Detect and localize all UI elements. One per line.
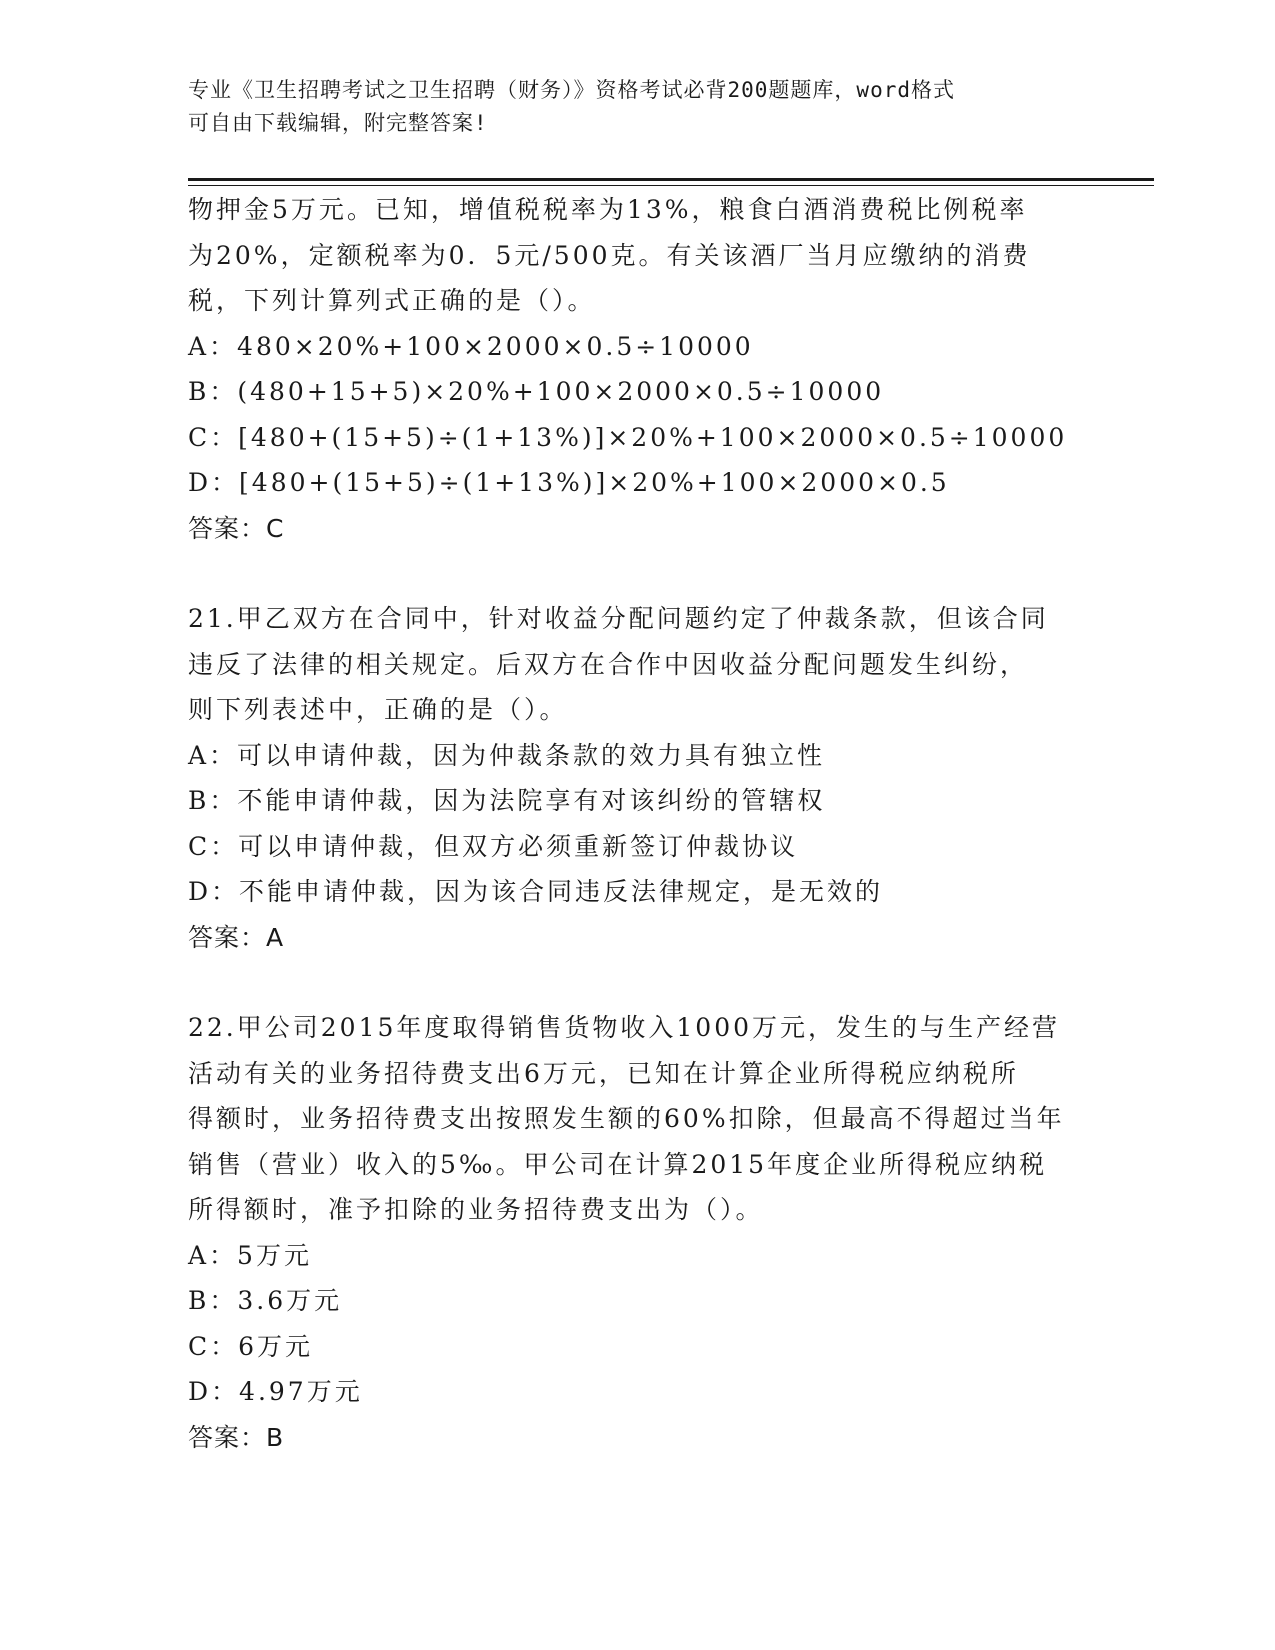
question-20 (188, 187, 1088, 551)
header-divider-thin (188, 185, 1154, 186)
option-a: A：480×20%+100×2000×0.5÷10000 (188, 331, 754, 361)
option-d: D：不能申请仲裁，因为该合同违反法律规定，是无效的 (188, 877, 884, 906)
question-stem-line: 则下列表述中，正确的是（）。 (188, 695, 568, 724)
question-stem-line: 违反了法律的相关规定。后双方在合作中因收益分配问题发生纠纷， (188, 649, 1029, 679)
question-stem-line: 税，下列计算列式正确的是（）。 (188, 286, 596, 315)
question-21 (188, 596, 1088, 960)
question-22 (188, 1005, 1088, 1460)
question-stem-line: 得额时，业务招待费支出按照发生额的60%扣除，但最高不得超过当年 (188, 1104, 1065, 1133)
answer-label: 答案：C (188, 513, 285, 543)
header-divider-thick (188, 178, 1154, 181)
question-spacer (188, 960, 1088, 1005)
question-stem-line: 物押金5万元。已知，增值税税率为13%，粮食白酒消费税比例税率 (188, 195, 1028, 224)
option-a: A：5万元 (188, 1240, 312, 1270)
question-stem-line: 活动有关的业务招待费支出6万元，已知在计算企业所得税应纳税所 (188, 1058, 1019, 1088)
question-stem-line: 22.甲公司2015年度取得销售货物收入1000万元，发生的与生产经营 (188, 1013, 1061, 1042)
header-title-line-2: 可自由下载编辑，附完整答案! (188, 111, 488, 135)
question-stem-line: 销售（营业）收入的5‰。甲公司在计算2015年度企业所得税应纳税 (188, 1149, 1048, 1179)
option-c: C：[480+(15+5)÷(1+13%)]×20%+100×2000×0.5÷10000 (188, 422, 1068, 452)
option-d: D：[480+(15+5)÷(1+13%)]×20%+100×2000×0.5 (188, 468, 950, 497)
option-b: B：不能申请仲裁，因为法院享有对该纠纷的管辖权 (188, 786, 826, 815)
question-stem-line: 所得额时，准予扣除的业务招待费支出为（）。 (188, 1195, 764, 1224)
option-c: C：6万元 (188, 1331, 314, 1361)
document-header (188, 74, 1088, 140)
document-body (188, 187, 1088, 1460)
option-b: B：(480+15+5)×20%+100×2000×0.5÷10000 (188, 377, 885, 406)
question-stem-line: 21.甲乙双方在合同中，针对收益分配问题约定了仲裁条款，但该合同 (188, 604, 1049, 633)
answer-label: 答案：A (188, 922, 285, 952)
question-spacer (188, 551, 1088, 596)
option-b: B：3.6万元 (188, 1286, 343, 1315)
question-stem-line: 为20%，定额税率为0．5元/500克。有关该酒厂当月应缴纳的消费 (188, 240, 1031, 270)
option-d: D：4.97万元 (188, 1377, 363, 1406)
answer-label: 答案：B (188, 1422, 285, 1452)
header-title-line-1: 专业《卫生招聘考试之卫生招聘（财务）》资格考试必背200题题库，word格式 (188, 78, 955, 102)
option-a: A：可以申请仲裁，因为仲裁条款的效力具有独立性 (188, 740, 826, 770)
option-c: C：可以申请仲裁，但双方必须重新签订仲裁协议 (188, 831, 799, 861)
